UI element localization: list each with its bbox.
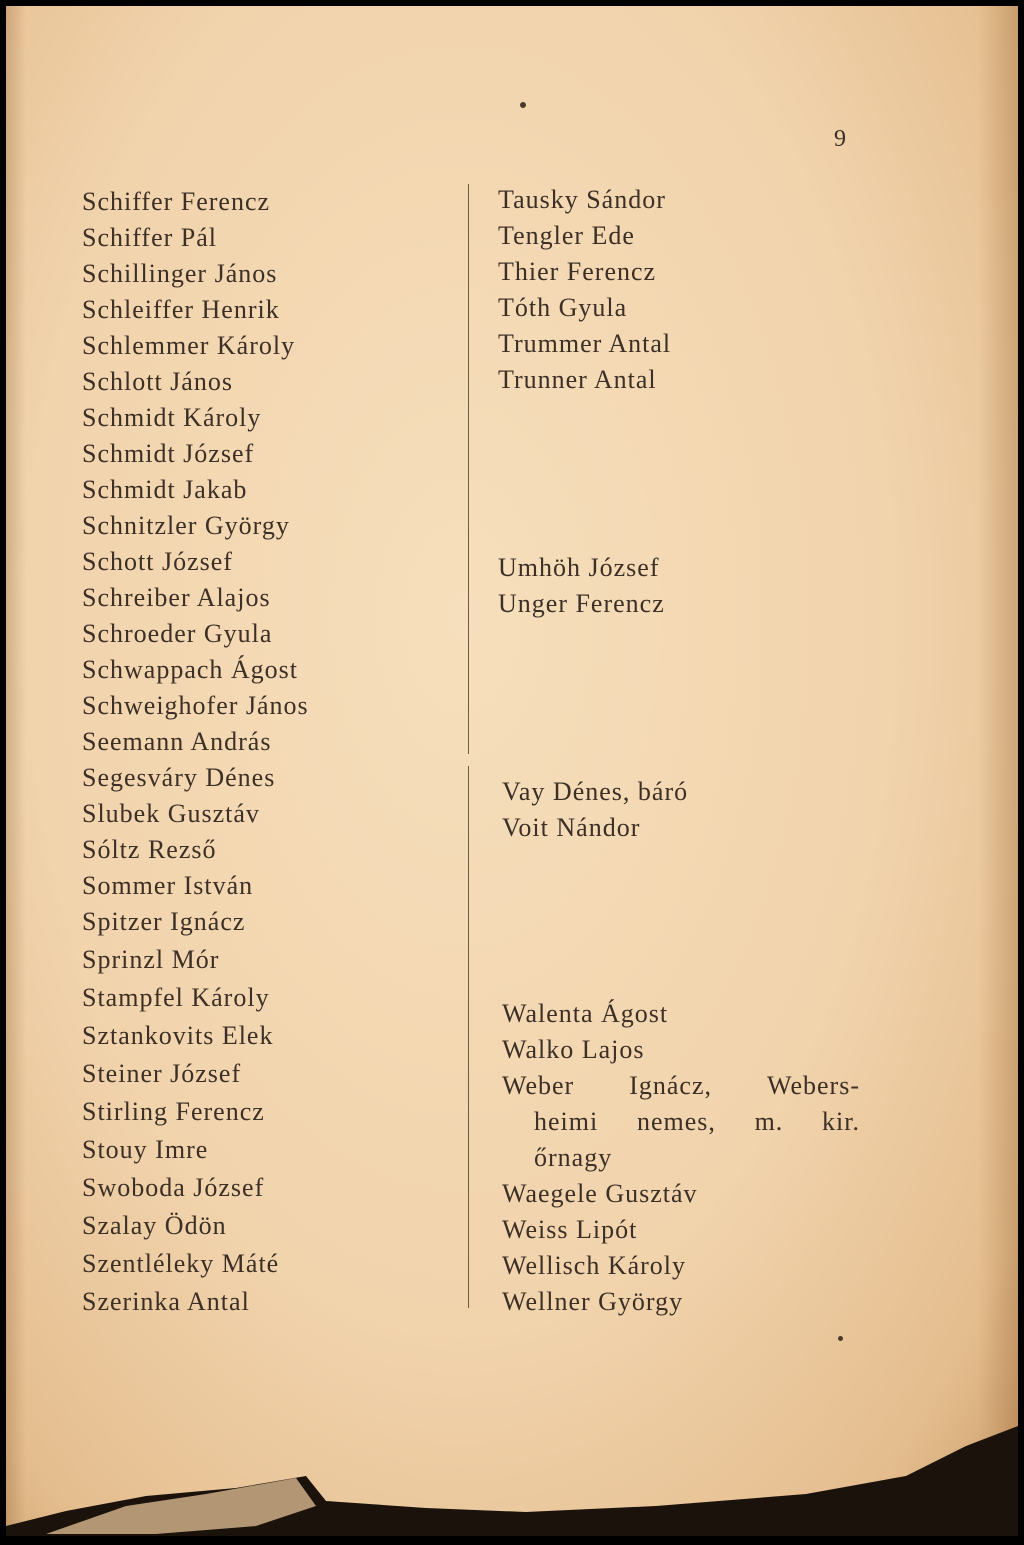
list-item: Seemann András [82,727,272,756]
left-name-column [82,184,442,1320]
list-item: Voit Nándor [502,813,641,842]
list-item: Sztankovits Elek [82,1021,274,1050]
list-item: Schiffer Pál [82,223,217,252]
page-edge-shadow-right [978,6,1018,1536]
list-item: Weiss Lipót [502,1215,638,1244]
list-item: Walko Lajos [502,1035,645,1064]
column-divider [468,766,469,1308]
list-item-weber-line-1 [502,1068,860,1104]
list-item: Schwappach Ágost [82,655,299,684]
list-item: Walenta Ágost [502,999,669,1028]
list-item: Sóltz Rezső [82,835,217,864]
torn-bottom-edge [6,1416,1018,1536]
list-item: Schweighofer János [82,691,309,720]
list-item: Waegele Gusztáv [502,1179,698,1208]
list-item: Spitzer Ignácz [82,907,246,936]
list-item: Schlott János [82,367,233,396]
list-item: Wellisch Károly [502,1251,687,1280]
word: m. [754,1107,784,1136]
list-item-weber-line-3: őrnagy [534,1143,613,1172]
list-item: Schroeder Gyula [82,619,273,648]
list-item: Thier Ferencz [498,257,657,286]
list-item: Schillinger János [82,259,278,288]
right-group-v [502,774,902,846]
list-item: Schleiffer Henrik [82,295,280,324]
document-page [6,6,1018,1536]
list-item: Tausky Sándor [498,185,666,214]
list-item: Schiffer Ferencz [82,187,271,216]
list-item: Tengler Ede [498,221,635,250]
list-item: Segesváry Dénes [82,763,276,792]
list-item: Steiner József [82,1059,242,1088]
list-item: Wellner György [502,1287,684,1316]
list-item: Unger Ferencz [498,589,665,618]
list-item: Szalay Ödön [82,1211,227,1240]
word: heimi [534,1107,599,1136]
list-item: Schmidt József [82,439,255,468]
list-item: Stampfel Károly [82,983,270,1012]
right-group-u [498,550,898,622]
list-item: Stouy Imre [82,1135,209,1164]
list-item: Schmidt Jakab [82,475,248,504]
list-item-weber-line-2 [502,1104,860,1140]
list-item: Schreiber Alajos [82,583,271,612]
right-group-w [502,996,902,1320]
list-item: Schnitzler György [82,511,290,540]
list-item: Trummer Antal [498,329,672,358]
list-item: Swoboda József [82,1173,265,1202]
list-item: Sommer István [82,871,254,900]
word: Webers- [767,1071,860,1100]
word: Ignácz, [629,1071,712,1100]
word: nemes, [636,1107,716,1136]
list-item: Slubek Gusztáv [82,799,260,828]
right-group-t [498,182,898,398]
ink-speck [838,1336,843,1341]
list-item: Tóth Gyula [498,293,628,322]
list-item: Schott József [82,547,233,576]
list-item: Schmidt Károly [82,403,262,432]
page-edge-shadow-left [6,6,26,1536]
list-item: Schlemmer Károly [82,331,296,360]
list-item: Sprinzl Mór [82,945,220,974]
word: Weber [502,1071,575,1100]
list-item: Szentléleky Máté [82,1249,280,1278]
word: kir. [822,1107,860,1136]
list-item: Umhöh József [498,553,660,582]
list-item: Trunner Antal [498,365,657,394]
list-item: Szerinka Antal [82,1287,250,1316]
column-divider [468,184,469,754]
ink-speck [520,102,526,108]
list-item: Stirling Ferencz [82,1097,265,1126]
page-number: 9 [834,126,846,152]
list-item: Vay Dénes, báró [502,777,689,806]
